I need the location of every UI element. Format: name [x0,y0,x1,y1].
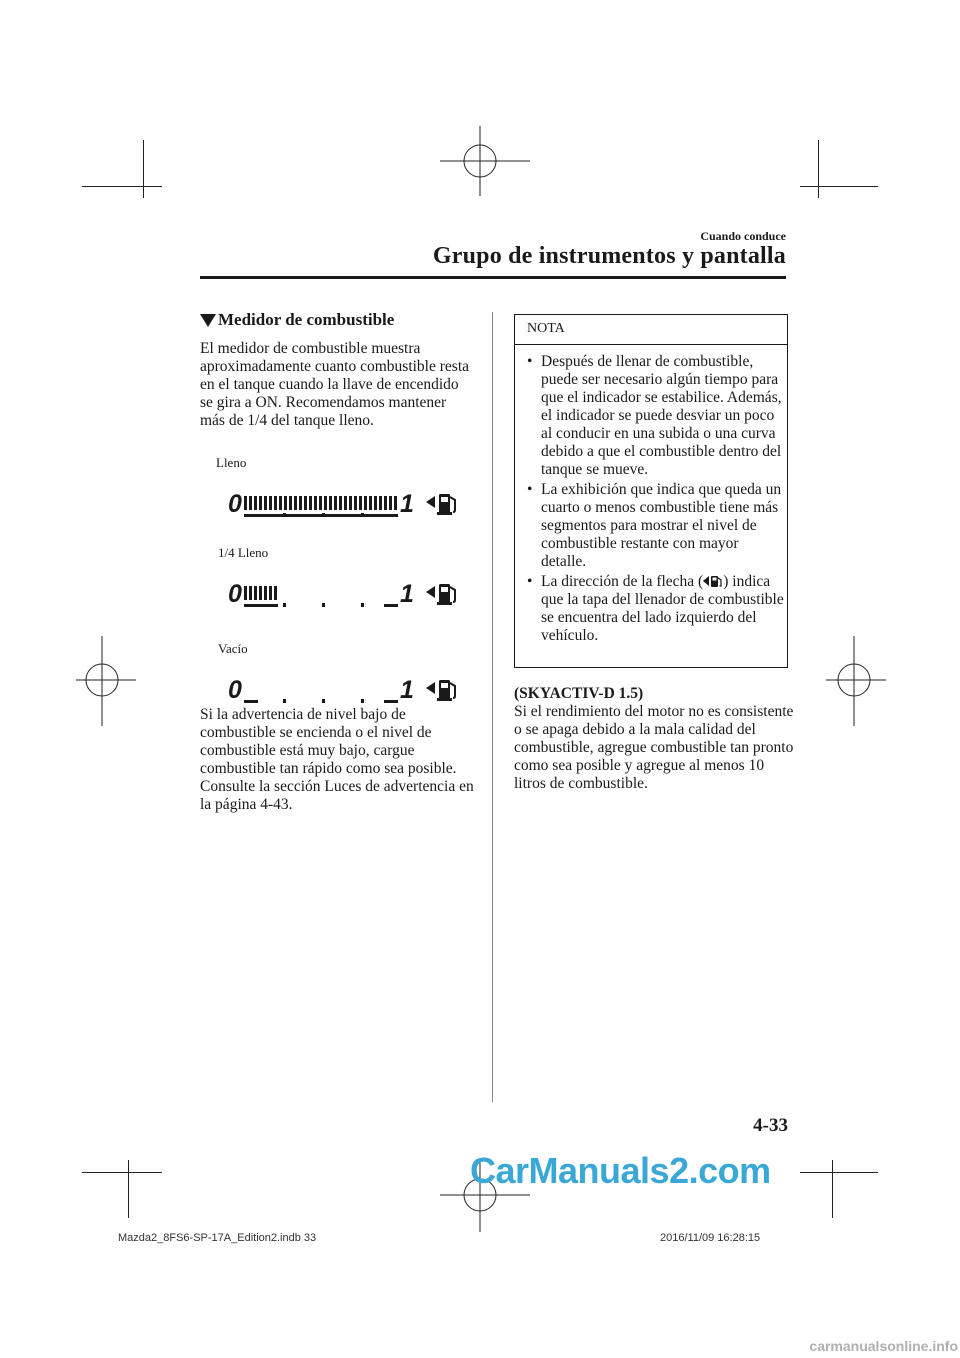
gauge-segment [344,496,347,510]
gauge-empty-mark: 0 [228,676,242,704]
gauge-segment [279,496,282,510]
intro-paragraph: El medidor de combustible muestra aproximadamente cuanto combustible resta en el tanque cuando la llave de encendido se gira a ON. Recomendamos mantener más de 1/4 del tanque lleno. [200,340,470,429]
gauge-segment [374,496,377,510]
footer-file: Mazda2_8FS6-SP-17A_Edition2.indb 33 [118,1232,317,1244]
gauge-segment [294,496,297,510]
gauge-segment [244,496,247,510]
warning-paragraph: Si la advertencia de nivel bajo de combustible se encienda o el nivel de combustible está muy bajo, cargue combustible tan rápido como sea posible. Consulte la sección Luces de advertencia en la página 4-43. [200,706,474,813]
gauge-segment [349,496,352,510]
gauge-tick [283,699,286,703]
section-heading [200,310,394,330]
gauge-full-mark: 1 [400,490,414,518]
fuel-pump-icon [426,676,462,704]
registration-mark-right [826,636,886,726]
header-rule [200,276,786,279]
note-item: • La dirección de la flecha ( ) indica que la tapa del llenador de combustible se encuentra del lado izquierdo del vehículo. [527,573,784,644]
gauge-level-bar [244,604,278,607]
page-number: 4-33 [753,1115,788,1136]
gauge-level-bar [244,514,398,517]
note-box [514,314,788,668]
registration-mark-left [76,636,136,726]
gauge-segment [244,586,247,600]
bullet: • [527,481,533,498]
gauge-tick [322,603,325,607]
gauge-segment [314,496,317,510]
gauge-segment [249,496,252,510]
note-heading: NOTA [515,315,787,345]
gauge-segment [259,586,262,600]
fuel-pump-icon [426,490,462,518]
gauge-segment [339,496,342,510]
fuel-arrow-icon [703,574,723,588]
gauge-segment [264,586,267,600]
gauge-segment [319,496,322,510]
note-item: • La exhibición que indica que queda un cuarto o menos combustible tiene más segmentos para mostrar el nivel de combustible restante con mayor detalle. [527,481,782,570]
diesel-paragraph: Si el rendimiento del motor no es consistente o se apaga debido a la mala calidad del combustible, agregue combustible tan pronto como sea posible y agregue al menos 10 litros de combustible. [514,703,794,792]
chapter-label: Cuando conduce [700,229,786,243]
gauge-segment [324,496,327,510]
fuel-pump-icon [426,580,462,608]
section-heading-text: Medidor de combustible [218,310,395,329]
note-list [527,353,785,647]
gauge-segment [254,586,257,600]
registration-mark-top [440,126,530,196]
gauge-segment [394,496,397,510]
gauge-segment [329,496,332,510]
page-title: Grupo de instrumentos y pantalla [432,243,786,269]
fuel-gauge-empty [228,676,468,706]
gauge-segment [284,496,287,510]
gauge-end-bar [244,700,258,703]
gauge-segment [259,496,262,510]
footer-timestamp: 2016/11/09 16:28:15 [660,1232,761,1244]
gauge-segment [269,496,272,510]
gauge-empty-mark: 0 [228,490,242,518]
gauge-tick [361,603,364,607]
gauge-label-full: Lleno [216,455,247,470]
gauge-segment [334,496,337,510]
gauge-segment [379,496,382,510]
bullet: • [527,573,533,590]
gauge-tick [322,699,325,703]
fuel-gauge-quarter [228,580,468,610]
gauge-segment [359,496,362,510]
gauge-segment [254,496,257,510]
gauge-segment [354,496,357,510]
gauge-segment [299,496,302,510]
gauge-segment [304,496,307,510]
gauge-end-bar [384,604,398,607]
gauge-segment [289,496,292,510]
gauge-label-quarter: 1/4 Lleno [218,545,269,560]
gauge-segment [274,586,277,600]
gauge-segment [369,496,372,510]
gauge-full-mark: 1 [400,580,414,608]
gauge-segment [274,496,277,510]
gauge-segment [389,496,392,510]
bullet: • [527,353,533,370]
column-divider [492,312,493,1102]
gauge-tick [361,699,364,703]
gauge-segment [364,496,367,510]
diesel-heading: (SKYACTIV-D 1.5) [514,685,644,702]
gauge-segment [264,496,267,510]
note-item: • Después de llenar de combustible, puede ser necesario algún tiempo para que el indicador se estabilice. Además, el indicador se puede desviar un poco al conducir en una subida o una curva debido a que el combustible dentro del tanque se mueve. [527,353,782,478]
gauge-empty-mark: 0 [228,580,242,608]
gauge-segment [269,586,272,600]
gauge-tick [283,603,286,607]
watermark-logo: CarManuals2.com [470,1150,771,1191]
watermark-site: carmanualsonline.info [809,1338,958,1354]
gauge-full-mark: 1 [400,676,414,704]
gauge-segment [384,496,387,510]
gauge-label-empty: Vacío [218,641,248,656]
gauge-end-bar [384,700,398,703]
triangle-marker-icon [200,314,216,327]
gauge-segment [309,496,312,510]
gauge-segment [249,586,252,600]
fuel-gauge-full [228,490,468,520]
